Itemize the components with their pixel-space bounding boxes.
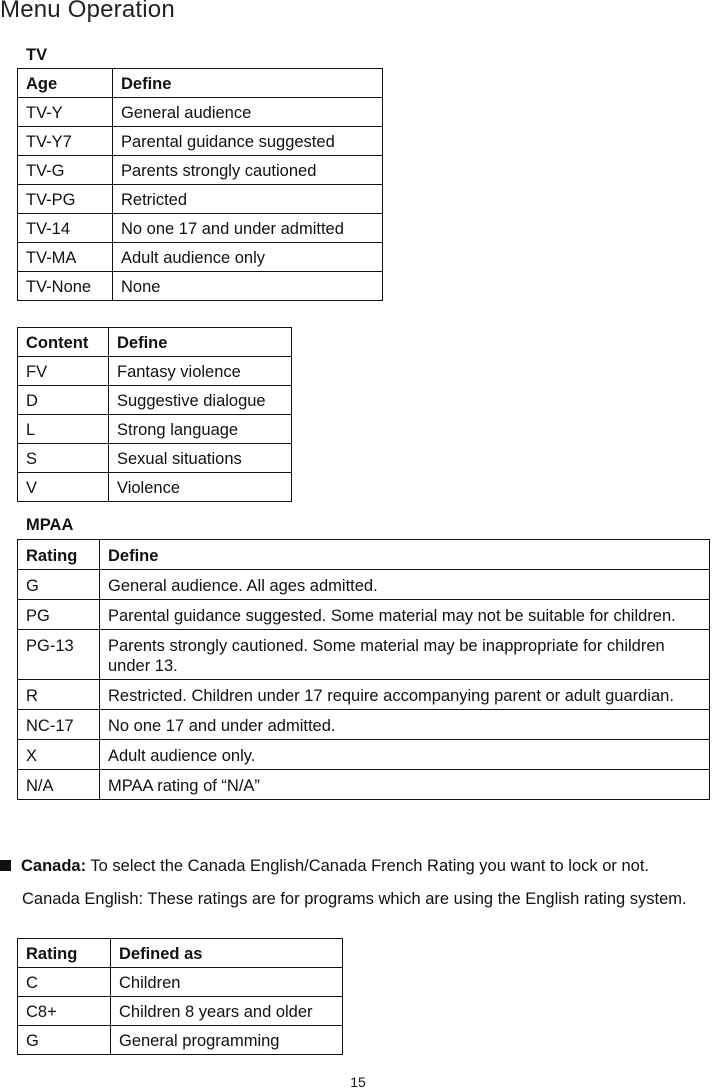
- rating-definition-cell: Children: [111, 968, 343, 997]
- canada-bullet: [0, 857, 649, 876]
- rating-code-cell: NC-17: [18, 710, 100, 740]
- rating-definition-cell: Suggestive dialogue: [109, 386, 292, 415]
- rating-definition-cell: Parents strongly cautioned. Some material may be inappropriate for children under 13.: [100, 630, 710, 680]
- rating-code-cell: PG: [18, 600, 100, 630]
- rating-code-cell: TV-MA: [18, 243, 113, 272]
- table-row: [18, 386, 292, 415]
- table-row: [18, 630, 710, 680]
- rating-definition-cell: Adult audience only.: [100, 740, 710, 770]
- tv-rating-table: [17, 68, 383, 301]
- rating-code-cell: TV-None: [18, 272, 113, 301]
- rating-definition-cell: Restricted. Children under 17 require accompanying parent or adult guardian.: [100, 680, 710, 710]
- mpaa-rating-table: [17, 539, 710, 800]
- rating-code-cell: X: [18, 740, 100, 770]
- tv-section-label: TV: [26, 46, 48, 64]
- table-row: [18, 185, 383, 214]
- rating-code-cell: TV-G: [18, 156, 113, 185]
- rating-code-cell: C8+: [18, 997, 111, 1026]
- rating-code-cell: C: [18, 968, 111, 997]
- table-header-cell: Define: [113, 69, 383, 98]
- rating-definition-cell: General audience: [113, 98, 383, 127]
- rating-definition-cell: Sexual situations: [109, 444, 292, 473]
- table-header-row: [18, 939, 343, 968]
- table-row: [18, 415, 292, 444]
- content-descriptor-table: [17, 327, 292, 502]
- table-row: [18, 243, 383, 272]
- table-header-row: [18, 69, 383, 98]
- rating-definition-cell: Parental guidance suggested: [113, 127, 383, 156]
- rating-code-cell: TV-Y: [18, 98, 113, 127]
- rating-definition-cell: Strong language: [109, 415, 292, 444]
- table-row: [18, 710, 710, 740]
- table-header-cell: Rating: [18, 540, 100, 570]
- table-header-cell: Define: [100, 540, 710, 570]
- table-row: [18, 444, 292, 473]
- rating-code-cell: R: [18, 680, 100, 710]
- table-row: [18, 357, 292, 386]
- rating-definition-cell: Adult audience only: [113, 243, 383, 272]
- rating-code-cell: TV-PG: [18, 185, 113, 214]
- table-row: [18, 997, 343, 1026]
- rating-definition-cell: General audience. All ages admitted.: [100, 570, 710, 600]
- table-header-row: [18, 328, 292, 357]
- rating-code-cell: G: [18, 1026, 111, 1055]
- table-row: [18, 968, 343, 997]
- table-header-cell: Rating: [18, 939, 111, 968]
- table-row: [18, 680, 710, 710]
- table-row: [18, 127, 383, 156]
- table-row: [18, 98, 383, 127]
- rating-definition-cell: General programming: [111, 1026, 343, 1055]
- mpaa-section-label: MPAA: [26, 516, 74, 534]
- page-title: Menu Operation: [0, 0, 175, 23]
- rating-code-cell: FV: [18, 357, 109, 386]
- bullet-square-icon: [0, 860, 11, 871]
- rating-code-cell: G: [18, 570, 100, 600]
- rating-code-cell: N/A: [18, 770, 100, 800]
- rating-definition-cell: Retricted: [113, 185, 383, 214]
- table-row: [18, 770, 710, 800]
- table-row: [18, 1026, 343, 1055]
- table-header-cell: Content: [18, 328, 109, 357]
- rating-code-cell: D: [18, 386, 109, 415]
- table-row: [18, 473, 292, 502]
- rating-code-cell: TV-Y7: [18, 127, 113, 156]
- rating-code-cell: TV-14: [18, 214, 113, 243]
- rating-code-cell: V: [18, 473, 109, 502]
- canada-description: To select the Canada English/Canada French Rating you want to lock or not.: [90, 857, 649, 875]
- rating-definition-cell: Parents strongly cautioned: [113, 156, 383, 185]
- rating-definition-cell: No one 17 and under admitted: [113, 214, 383, 243]
- table-header-row: [18, 540, 710, 570]
- rating-definition-cell: Fantasy violence: [109, 357, 292, 386]
- rating-definition-cell: Children 8 years and older: [111, 997, 343, 1026]
- table-row: [18, 600, 710, 630]
- table-row: [18, 740, 710, 770]
- rating-definition-cell: MPAA rating of “N/A”: [100, 770, 710, 800]
- canada-rating-table: [17, 938, 343, 1055]
- canada-english-note: Canada English: These ratings are for programs which are using the English rating system.: [22, 890, 687, 908]
- rating-code-cell: PG-13: [18, 630, 100, 680]
- rating-definition-cell: Parental guidance suggested. Some material may not be suitable for children.: [100, 600, 710, 630]
- table-row: [18, 214, 383, 243]
- table-row: [18, 570, 710, 600]
- table-header-cell: Define: [109, 328, 292, 357]
- canada-lead: Canada:: [21, 857, 87, 875]
- table-row: [18, 156, 383, 185]
- rating-code-cell: L: [18, 415, 109, 444]
- table-row: [18, 272, 383, 301]
- rating-definition-cell: Violence: [109, 473, 292, 502]
- table-header-cell: Age: [18, 69, 113, 98]
- rating-definition-cell: None: [113, 272, 383, 301]
- rating-code-cell: S: [18, 444, 109, 473]
- table-header-cell: Defined as: [111, 939, 343, 968]
- page-number: 15: [350, 1074, 366, 1090]
- rating-definition-cell: No one 17 and under admitted.: [100, 710, 710, 740]
